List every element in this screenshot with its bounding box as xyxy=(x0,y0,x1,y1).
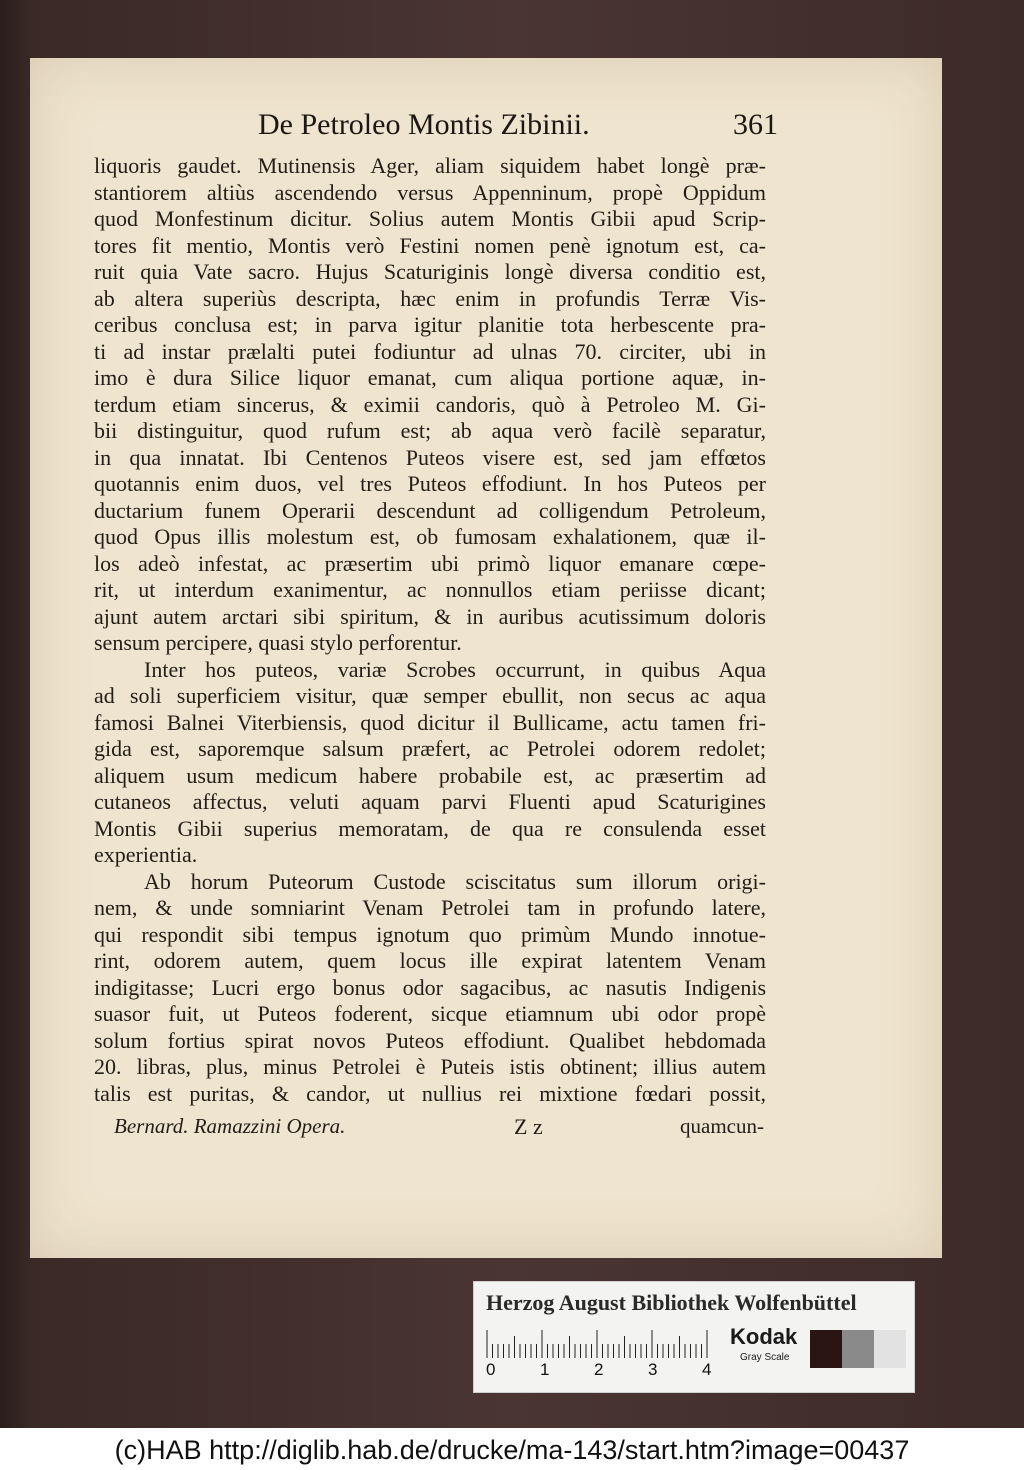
text-line: aliquem usum medicum habere probabile est, ac præsertim ad xyxy=(94,762,766,788)
ruler-label: 3 xyxy=(648,1360,658,1379)
text-line: terdum etiam sincerus, & eximii candoris, quò à Petroleo M. Gi- xyxy=(94,391,766,417)
text-line: gida est, saporemque salsum præfert, ac Petrolei odorem redolet; xyxy=(94,736,766,761)
text-line: tores fit mentio, Montis verò Festini nomen penè ignotum est, ca- xyxy=(94,232,766,258)
body-text xyxy=(94,153,766,1107)
text-line: famosi Balnei Viterbiensis, quod dicitur il Bullicame, actu tamen fri- xyxy=(94,709,766,735)
calibration-target xyxy=(473,1281,915,1393)
text-line: bii distinguitur, quod rufum est; ab aqua verò facilè separatur, xyxy=(94,418,766,443)
ruler-label: 1 xyxy=(540,1360,550,1379)
text-line: quotannis enim duos, vel tres Puteos effodiunt. In hos Puteos per xyxy=(94,471,766,496)
footer-author: Bernard. Ramazzini Opera. xyxy=(114,1114,346,1138)
text-line: cutaneos affectus, veluti aquam parvi Fluenti apud Scaturigines xyxy=(94,789,766,814)
text-line: indigitasse; Lucri ergo bonus odor sagacibus, ac nasutis Indigenis xyxy=(94,974,766,1000)
text-line: ductarium funem Operarii descendunt ad colligendum Petroleum, xyxy=(94,497,766,523)
text-line: ad soli superficiem visitur, quæ semper ebullit, non secus ac aqua xyxy=(94,683,766,708)
text-line: quod Opus illis molestum est, ob fumosam exhalationem, quæ il- xyxy=(94,524,766,549)
ruler-label: 2 xyxy=(594,1360,604,1379)
text-line: Montis Gibii superius memoratam, de qua re consulenda esset xyxy=(94,815,766,841)
page-number: 361 xyxy=(733,108,778,141)
page-footer xyxy=(114,1114,764,1144)
text-line: quod Monfestinum dicitur. Solius autem Montis Gibii apud Scrip- xyxy=(94,206,766,231)
text-line: ceribus conclusa est; in parva igitur planitie tota herbescente pra- xyxy=(94,312,766,337)
text-line: imo è dura Silice liquor emanat, cum aliqua portione aquæ, in- xyxy=(94,365,766,390)
text-line: ti ad instar prælalti putei fodiuntur ad ulnas 70. circiter, ubi in xyxy=(94,338,766,364)
ruler-label: 4 xyxy=(702,1360,712,1379)
gray-swatch-dark xyxy=(810,1330,842,1368)
text-line: rit, ut interdum exanimentur, ac nonnullos etiam periisse dicant; xyxy=(94,577,766,602)
gray-swatch-light xyxy=(874,1330,906,1368)
text-line: suasor fuit, ut Puteos foderent, sicque etiamnum ubi odor propè xyxy=(94,1001,766,1026)
text-line: in qua innatat. Ibi Centenos Puteos visere est, sed jam effœtos xyxy=(94,444,766,470)
text-line: ajunt autem arctari sibi spiritum, & in auribus acutissimum doloris xyxy=(94,603,766,629)
text-line: ruit quia Vate sacro. Hujus Scaturiginis longè diversa conditio est, xyxy=(94,259,766,284)
library-name: Herzog August Bibliothek Wolfenbüttel xyxy=(486,1290,857,1315)
catchword: quamcun- xyxy=(680,1114,764,1138)
ruler-label: 0 xyxy=(486,1360,496,1379)
gray-swatch-mid xyxy=(842,1330,874,1368)
text-line: experientia. xyxy=(94,842,198,867)
text-line: qui respondit sibi tempus ignotum quo primùm Mundo innotue- xyxy=(94,921,766,947)
text-line: liquoris gaudet. Mutinensis Ager, aliam siquidem habet longè præ- xyxy=(94,153,766,178)
text-line: Ab horum Puteorum Custode sciscitatus sum illorum origi- xyxy=(144,868,766,894)
signature-mark: Z z xyxy=(514,1114,543,1139)
text-line: nem, & unde somniarint Venam Petrolei tam in profundo latere, xyxy=(94,895,766,920)
text-line: 20. libras, plus, minus Petrolei è Puteis istis obtinent; illius autem xyxy=(94,1054,766,1079)
source-url: (c)HAB http://diglib.hab.de/drucke/ma-143/start.htm?image=00437 xyxy=(114,1435,910,1465)
ruler-scale xyxy=(486,1328,716,1358)
text-line: sensum percipere, quasi stylo perforentur. xyxy=(94,630,462,655)
text-line: solum fortius spirat novos Puteos effodiunt. Qualibet hebdomada xyxy=(94,1027,766,1053)
text-line: ab altera superiùs descripta, hæc enim in profundis Terræ Vis- xyxy=(94,285,766,311)
running-header: De Petroleo Montis Zibinii. xyxy=(258,108,590,141)
text-line: talis est puritas, & candor, ut nullius rei mixtione fœdari possit, xyxy=(94,1080,766,1106)
text-line: rint, odorem autem, quem locus ille expirat latentem Venam xyxy=(94,948,766,973)
text-line: los adeò infestat, ac præsertim ubi primò liquor emanare cœpe- xyxy=(94,550,766,576)
text-line: stantiorem altiùs ascendendo versus Appenninum, propè Oppidum xyxy=(94,179,766,205)
kodak-logo: Kodak xyxy=(730,1324,798,1349)
text-line: Inter hos puteos, variæ Scrobes occurrunt, in quibus Aqua xyxy=(144,656,766,682)
gray-scale-label: Gray Scale xyxy=(740,1352,790,1363)
